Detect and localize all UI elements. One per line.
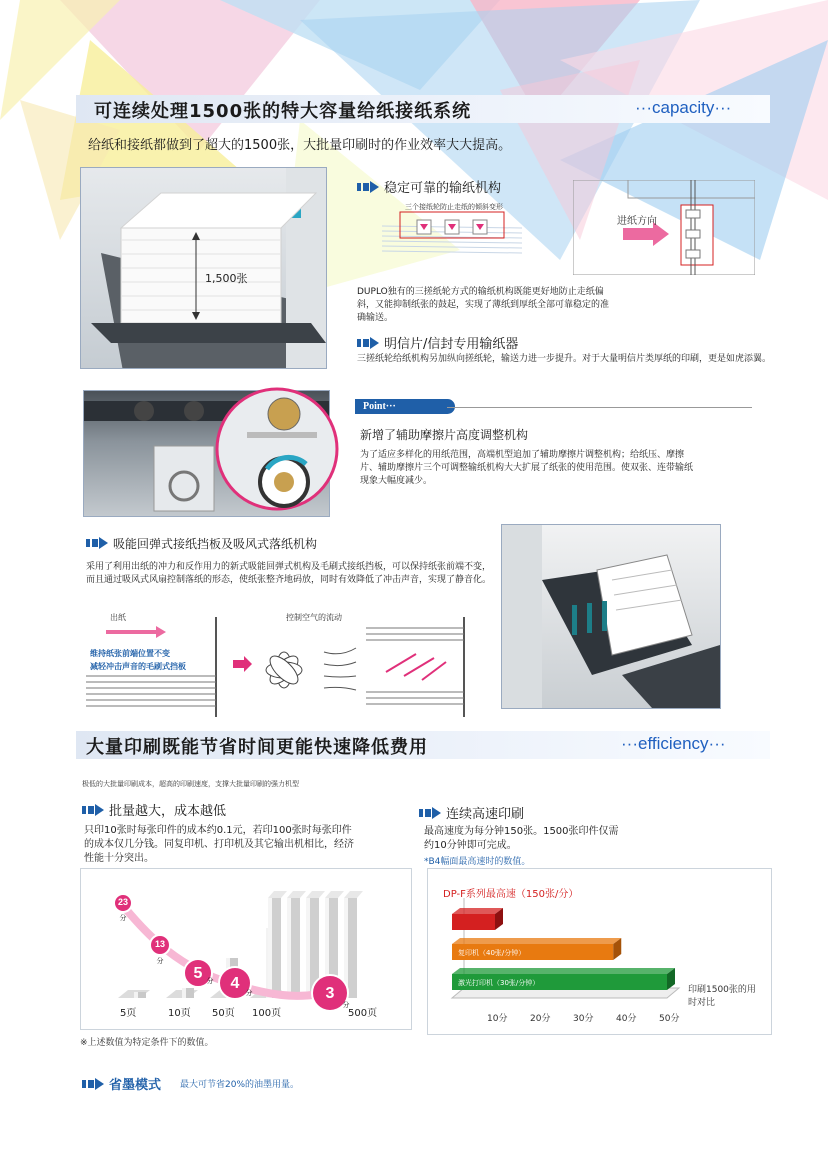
speed-note: *B4幅面最高速时的数值。 bbox=[424, 857, 531, 867]
speed-body: 最高速度为每分钟150张。1500张印件仅需约10分钟即可完成。 bbox=[424, 826, 619, 851]
speed-tick-label: 20分 bbox=[530, 1014, 551, 1024]
speed-heading-text: 连续高速印刷 bbox=[446, 807, 525, 822]
stack-label: 1,500张 bbox=[205, 272, 248, 285]
cost-chart bbox=[80, 868, 410, 1028]
arrow-icon bbox=[357, 337, 379, 349]
cost-heading bbox=[82, 800, 226, 819]
cost-bubble bbox=[150, 935, 170, 965]
cost-body: 只印10张时每张印件的成本约0.1元，若印100张时每张印件的成本仅几分钱。同复印机、打印机及其它输出机相比，经济性能十分突出。 bbox=[84, 825, 354, 864]
cost-unit-label: 分 bbox=[156, 957, 164, 965]
cost-tick-label: 500页 bbox=[348, 1008, 378, 1019]
diagram-reduce-label: 减轻冲击声音的毛刷式挡板 bbox=[90, 662, 186, 671]
ink-heading-text: 省墨模式 bbox=[109, 1078, 162, 1093]
speed-series-label: 激光打印机（30张/分钟） bbox=[458, 979, 540, 987]
speed-bar bbox=[452, 908, 503, 930]
cost-note: ※上述数值为特定条件下的数值。 bbox=[80, 1038, 214, 1048]
point-label: Point··· bbox=[355, 399, 455, 414]
speed-tick-label: 50分 bbox=[659, 1014, 680, 1024]
cost-unit-label: 分 bbox=[342, 1001, 350, 1009]
ink-body: 最大可节省20%的油墨用量。 bbox=[180, 1080, 300, 1090]
cost-unit-label: 分 bbox=[245, 989, 253, 997]
feed-direction-label: 进纸方向 bbox=[617, 216, 657, 227]
cost-bubble bbox=[219, 967, 253, 999]
speed-chart-title: DP-F系列最高速（150张/分） bbox=[443, 889, 579, 900]
cost-tick-label: 50页 bbox=[212, 1008, 235, 1019]
capacity-tag: ···capacity··· bbox=[635, 98, 732, 117]
cost-heading-text: 批量越大，成本越低 bbox=[109, 804, 227, 819]
arrow-icon bbox=[86, 537, 108, 549]
paper-stack-photo bbox=[80, 167, 327, 369]
arrow-icon bbox=[419, 807, 441, 819]
cost-value-label: 13 bbox=[154, 939, 166, 949]
feed-direction-diagram bbox=[573, 180, 755, 275]
cost-bar bbox=[118, 990, 150, 998]
capacity-lead: 给纸和接纸都做到了超大的1500张，大批量印刷时的作业效率大大提高。 bbox=[88, 138, 512, 153]
cost-tick-label: 5页 bbox=[120, 1008, 137, 1019]
efficiency-title: 大量印刷既能节省时间更能快速降低费用 bbox=[86, 737, 428, 758]
speed-side-label: 印刷1500张的用时对比 bbox=[688, 985, 756, 1008]
cost-value-label: 5 bbox=[193, 965, 203, 982]
cost-bubble bbox=[184, 959, 214, 987]
diagram-keep-label: 维持纸张前端位置不变 bbox=[90, 649, 170, 658]
feed-heading-text: 稳定可靠的输纸机构 bbox=[384, 181, 502, 196]
speed-series-label: 复印机（40张/分钟） bbox=[458, 949, 526, 957]
cost-bar bbox=[166, 988, 198, 998]
cost-value-label: 4 bbox=[230, 975, 240, 992]
capacity-title: 可连续处理1500张的特大容量给纸接纸系统 bbox=[94, 101, 472, 122]
arrow-icon bbox=[82, 1078, 104, 1090]
point-heading: 新增了辅助摩擦片高度调整机构 bbox=[360, 428, 529, 442]
ink-heading bbox=[82, 1074, 161, 1093]
arrow-icon bbox=[357, 181, 379, 193]
cost-value-label: 3 bbox=[325, 985, 335, 1002]
stacker-heading bbox=[86, 535, 317, 552]
postcard-body: 三搓纸轮给纸机构另加纵向搓纸轮，输送力进一步提升。对于大量明信片类厚纸的印刷，更是如虎添翼。 bbox=[357, 354, 772, 364]
efficiency-tag: ···efficiency··· bbox=[621, 734, 726, 753]
cost-value-label: 23 bbox=[117, 897, 129, 907]
cost-bubble bbox=[312, 975, 350, 1011]
cost-tick-label: 10页 bbox=[168, 1008, 191, 1019]
feed-heading bbox=[357, 177, 501, 196]
feed-body: DUPLO独有的三搓纸轮方式的输纸机构既能更好地防止走纸偏斜，又能抑制纸张的鼓起，实现了薄纸到厚纸全部可靠稳定的准确输送。 bbox=[357, 287, 610, 323]
diagram-air-label: 控制空气的流动 bbox=[286, 613, 342, 622]
point-rule bbox=[447, 407, 752, 408]
paper-stack-illustration bbox=[81, 168, 326, 368]
feed-diagram-caption: 三个接纸轮防止走纸的倾斜变形 bbox=[405, 203, 503, 211]
cost-unit-label: 分 bbox=[119, 914, 127, 922]
efficiency-intro: 极低的大批量印刷成本，超高的印刷速度，支撑大批量印刷的强力机型 bbox=[82, 780, 299, 788]
cost-tick-label: 100页 bbox=[252, 1008, 282, 1019]
arrow-icon bbox=[82, 804, 104, 816]
diagram-out-label: 出纸 bbox=[110, 613, 126, 622]
speed-heading bbox=[419, 803, 524, 822]
stacker-heading-text: 吸能回弹式接纸挡板及吸风式落纸机构 bbox=[113, 537, 318, 551]
stacker-illustration bbox=[502, 525, 720, 708]
stacker-photo bbox=[501, 524, 721, 709]
speed-tick-label: 30分 bbox=[573, 1014, 594, 1024]
zoom-circle bbox=[212, 384, 342, 514]
point-body: 为了适应多样化的用纸范围，高端机型追加了辅助摩擦片调整机构；给纸压、摩擦片、辅助摩擦片三个可调整输纸机构大大扩展了纸张的使用范围。使双张、连带输纸现象大幅度减少。 bbox=[360, 450, 694, 486]
postcard-heading bbox=[357, 333, 518, 352]
stacker-body: 采用了利用出纸的冲力和反作用力的新式吸能回弹式机构及毛刷式接纸挡板，可以保持纸张前端不变，而且通过吸风式风扇控制落纸的形态，使纸张整齐地码放，同时有效降低了冲击声音，实现了静音化。 bbox=[86, 562, 492, 585]
cost-unit-label: 分 bbox=[206, 977, 214, 985]
speed-tick-label: 10分 bbox=[487, 1014, 508, 1024]
speed-tick-label: 40分 bbox=[616, 1014, 637, 1024]
postcard-heading-text: 明信片/信封专用输纸器 bbox=[384, 337, 519, 352]
